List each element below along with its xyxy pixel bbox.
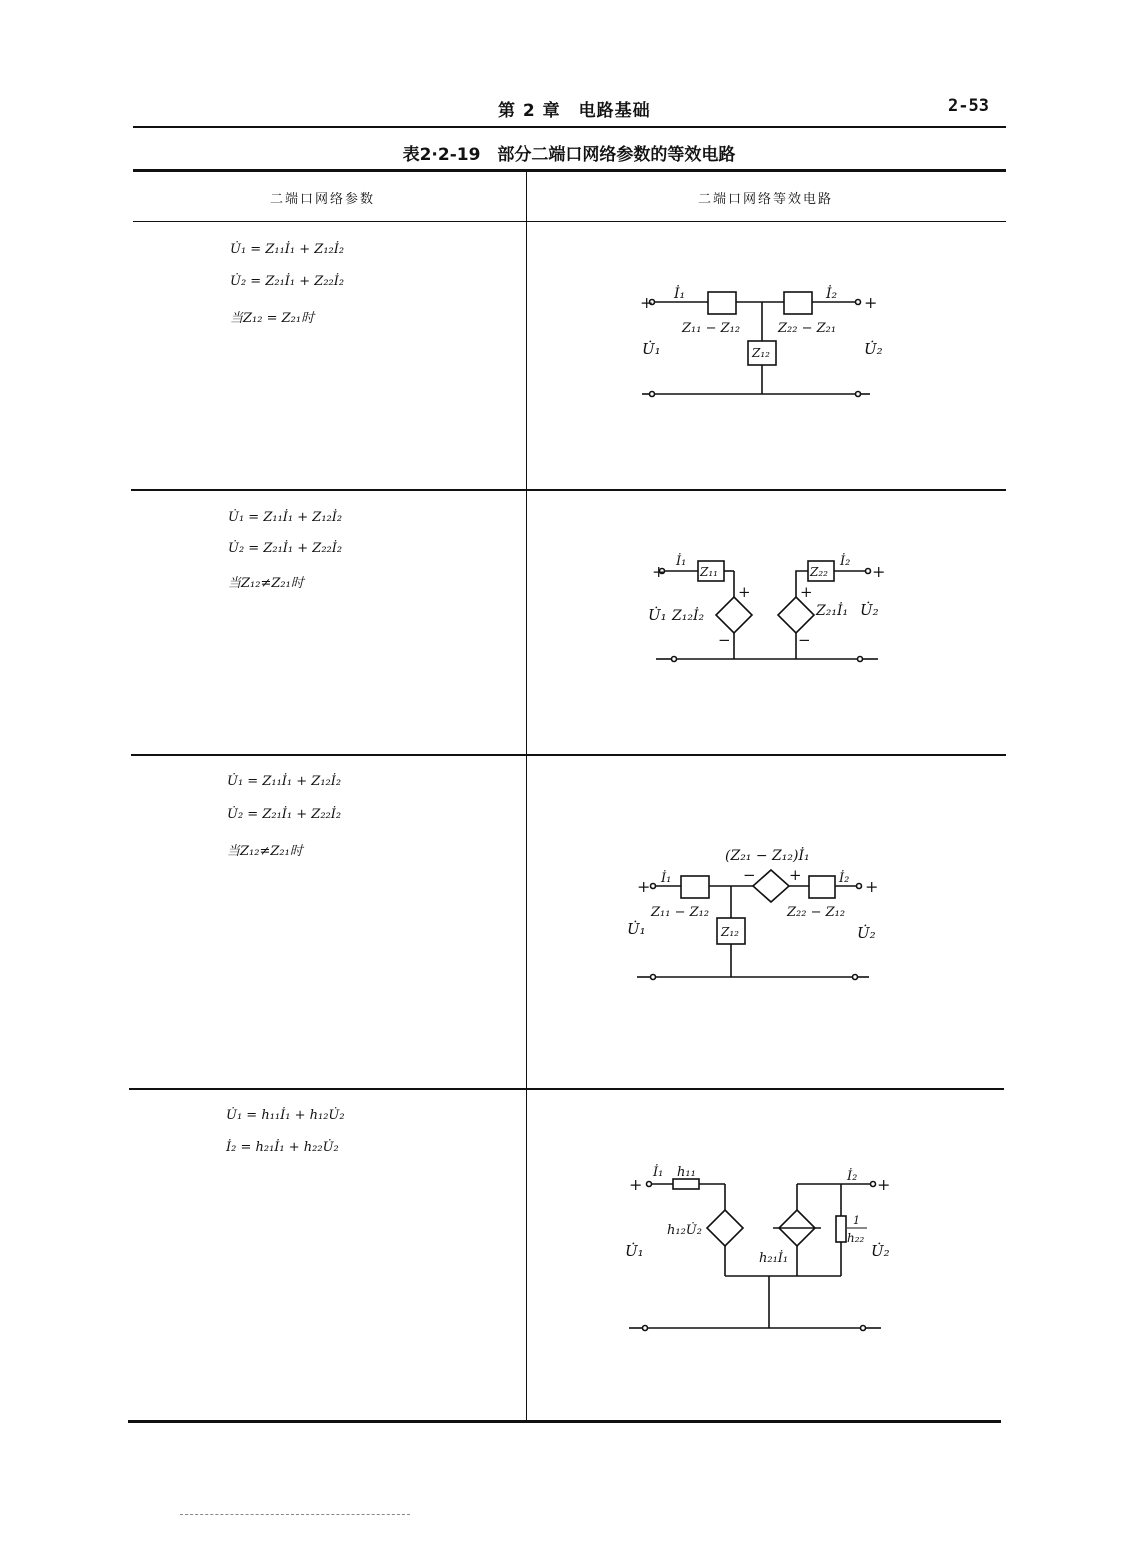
impedance-label: Z₂₂ − Z₁₂ <box>787 905 846 920</box>
impedance-label: Z₂₂ <box>810 565 828 579</box>
plus-sign: + <box>738 583 751 601</box>
source-label: (Z₂₁ − Z₁₂)İ₁ <box>725 848 810 864</box>
column-divider <box>526 172 527 1420</box>
impedance-label: Z₁₁ − Z₁₂ <box>651 905 710 920</box>
impedance-label: Z₁₂ <box>752 346 770 360</box>
equation-1: U̇₁ = h₁₁İ₁ + h₁₂U̇₂ <box>226 1108 345 1123</box>
current-i2-label: İ₂ <box>847 1169 858 1184</box>
plus-sign: + <box>864 293 878 312</box>
equation-2: U̇₂ = Z₂₁İ₁ + Z₂₂İ₂ <box>230 274 345 289</box>
current-i1-label: İ₁ <box>661 871 672 886</box>
source-label: h₁₂U̇₂ <box>667 1223 702 1238</box>
circuit-hybrid-parameters <box>615 1160 895 1344</box>
plus-sign: + <box>872 562 886 581</box>
column-header-rule <box>133 221 1006 222</box>
conductance-numerator: 1 <box>853 1214 860 1227</box>
equation-1: U̇₁ = Z₁₁İ₁ + Z₁₂İ₂ <box>230 242 345 257</box>
impedance-label: Z₂₂ − Z₂₁ <box>778 321 837 336</box>
source-label: Z₁₂İ₂ <box>672 608 705 624</box>
source-label: h₂₁İ₁ <box>759 1251 789 1266</box>
plus-sign: + <box>800 583 813 601</box>
equation-2: U̇₂ = Z₂₁İ₁ + Z₂₂İ₂ <box>228 541 343 556</box>
impedance-label: Z₁₁ <box>700 565 718 579</box>
equation-2: İ₂ = h₂₁İ₁ + h₂₂U̇₂ <box>226 1140 339 1155</box>
footer-dashed-line <box>180 1514 410 1515</box>
table-top-rule <box>133 169 1006 172</box>
row-divider <box>131 754 1006 756</box>
plus-sign: + <box>640 293 654 312</box>
row-divider <box>131 489 1006 491</box>
voltage-u2-label: U̇₂ <box>857 924 876 942</box>
current-i2-label: İ₂ <box>840 554 851 569</box>
voltage-u1-label: U̇₁ <box>642 340 661 358</box>
minus-sign: − <box>718 631 731 649</box>
impedance-label: Z₁₁ − Z₁₂ <box>682 321 741 336</box>
voltage-u2-label: U̇₂ <box>871 1242 890 1260</box>
table-title: 表2·2-19 部分二端口网络参数的等效电路 <box>402 145 736 165</box>
column-header-params: 二端口网络参数 <box>270 192 376 207</box>
equation-1: U̇₁ = Z₁₁İ₁ + Z₁₂İ₂ <box>227 774 342 789</box>
voltage-u1-label: U̇₁ <box>625 1242 644 1260</box>
minus-sign: − <box>798 631 811 649</box>
equation-2: U̇₂ = Z₂₁İ₁ + Z₂₂İ₂ <box>227 807 342 822</box>
column-header-circuit: 二端口网络等效电路 <box>698 192 834 207</box>
equation-1: U̇₁ = Z₁₁İ₁ + Z₁₂İ₂ <box>228 510 343 525</box>
condition: 当Z₁₂ = Z₂₁时 <box>230 311 315 326</box>
voltage-u1-label: U̇₁ <box>627 920 646 938</box>
current-i1-label: İ₁ <box>674 286 686 302</box>
condition: 当Z₁₂≠Z₂₁时 <box>227 844 303 859</box>
source-label: Z₂₁İ₁ <box>816 603 849 619</box>
plus-sign: + <box>877 1175 891 1194</box>
plus-sign: + <box>637 877 651 896</box>
voltage-u2-label: U̇₂ <box>860 601 879 619</box>
impedance-label: Z₁₂ <box>721 925 739 939</box>
table-bottom-rule <box>128 1420 1001 1423</box>
current-i1-label: İ₁ <box>676 554 687 569</box>
conductance-denominator: h₂₂ <box>847 1231 865 1245</box>
plus-sign: + <box>629 1175 643 1194</box>
plus-sign: + <box>652 562 666 581</box>
plus-sign: + <box>789 866 802 884</box>
page-number: 2-53 <box>948 96 989 116</box>
plus-sign: + <box>865 877 879 896</box>
current-i2-label: İ₂ <box>826 286 838 302</box>
current-i2-label: İ₂ <box>839 871 850 886</box>
minus-sign: − <box>743 866 756 884</box>
impedance-label: h₁₁ <box>677 1165 696 1180</box>
chapter-header: 第 2 章 电路基础 <box>498 101 651 121</box>
voltage-u1-label: U̇₁ <box>648 606 667 624</box>
circuit-dependent-sources <box>640 545 900 679</box>
current-i1-label: İ₁ <box>653 1165 664 1180</box>
voltage-u2-label: U̇₂ <box>864 340 883 358</box>
condition: 当Z₁₂≠Z₂₁时 <box>228 576 304 591</box>
row-divider <box>129 1088 1004 1090</box>
circuit-t-network <box>630 280 900 414</box>
header-rule <box>133 126 1006 128</box>
circuit-t-network-dependent-source <box>625 840 895 994</box>
